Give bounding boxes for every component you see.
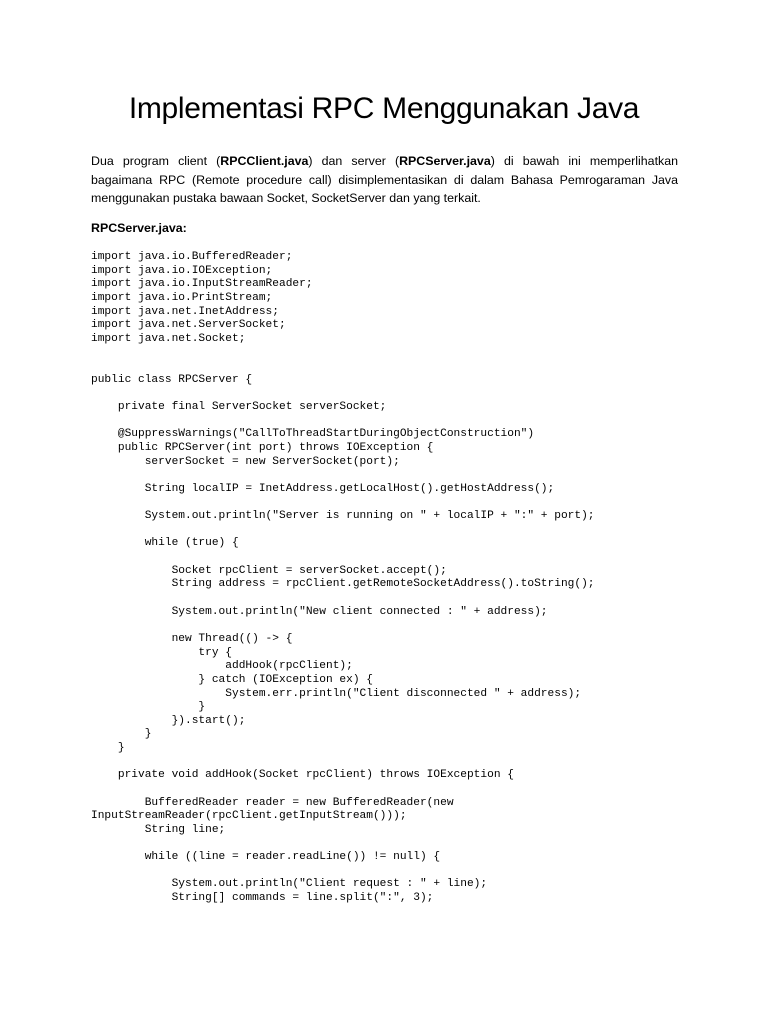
code-line [91, 592, 691, 606]
code-line [91, 865, 691, 879]
intro-text-3: ) di bawah ini memperlihatkan bagaimana RPC (Remote procedure call) disimplementasikan di dalam Bahasa Pemrogaraman Java menggunakan pustaka bawaan Socket, SocketServer dan yang terkait. [91, 154, 678, 205]
code-line: serverSocket = new ServerSocket(port); [91, 455, 400, 468]
code-line: private void addHook(Socket rpcClient) throws IOException { [91, 769, 514, 782]
intro-paragraph [91, 152, 678, 208]
code-line [91, 360, 691, 374]
code-line: BufferedReader reader = new BufferedReader(new [91, 796, 454, 809]
code-line: @SuppressWarnings("CallToThreadStartDuringObjectConstruction") [91, 428, 535, 441]
code-line [91, 497, 691, 511]
code-line: while ((line = reader.readLine()) != null) { [91, 851, 441, 864]
code-line: Socket rpcClient = serverSocket.accept(); [91, 564, 447, 577]
code-line: import java.io.IOException; [91, 264, 273, 277]
code-line: import java.io.InputStreamReader; [91, 278, 313, 291]
code-line [91, 551, 691, 565]
intro-text-2: ) dan server ( [308, 154, 400, 168]
intro-server-filename: RPCServer.java [399, 154, 491, 168]
code-line: } catch (IOException ex) { [91, 673, 373, 686]
code-line: new Thread(() -> { [91, 632, 293, 645]
code-line [91, 415, 691, 429]
code-line [91, 346, 691, 360]
file-heading: RPCServer.java: [91, 221, 187, 235]
code-line [91, 387, 691, 401]
code-line: System.out.println("Client request : " + line); [91, 878, 488, 891]
code-line: String line; [91, 823, 226, 836]
code-line: addHook(rpcClient); [91, 660, 353, 673]
code-line: public class RPCServer { [91, 373, 253, 386]
code-line: private final ServerSocket serverSocket; [91, 401, 387, 414]
code-line: } [91, 728, 152, 741]
code-line: import java.net.ServerSocket; [91, 319, 286, 332]
code-line: String[] commands = line.split(":", 3); [91, 892, 434, 905]
code-line [91, 783, 691, 797]
intro-client-filename: RPCClient.java [220, 154, 309, 168]
code-line: try { [91, 646, 232, 659]
code-line [91, 756, 691, 770]
code-line: System.err.println("Client disconnected " + address); [91, 687, 582, 700]
code-line: } [91, 701, 206, 714]
code-line: InputStreamReader(rpcClient.getInputStream())); [91, 810, 407, 823]
code-line: public RPCServer(int port) throws IOException { [91, 441, 434, 454]
code-block [91, 251, 691, 906]
intro-text-1: Dua program client ( [91, 154, 221, 168]
code-line: }).start(); [91, 714, 246, 727]
code-line: System.out.println("New client connected : " + address); [91, 605, 548, 618]
page-title: Implementasi RPC Menggunakan Java [128, 92, 640, 125]
code-line: } [91, 742, 125, 755]
code-line: import java.net.Socket; [91, 332, 246, 345]
code-line: while (true) { [91, 537, 239, 550]
code-line [91, 619, 691, 633]
code-line: import java.net.InetAddress; [91, 305, 279, 318]
code-line [91, 838, 691, 852]
code-line: String localIP = InetAddress.getLocalHost().getHostAddress(); [91, 482, 555, 495]
code-line: String address = rpcClient.getRemoteSocketAddress().toString(); [91, 578, 595, 591]
code-line: System.out.println("Server is running on " + localIP + ":" + port); [91, 510, 595, 523]
code-line: import java.io.PrintStream; [91, 291, 273, 304]
code-line [91, 469, 691, 483]
code-line: import java.io.BufferedReader; [91, 251, 293, 263]
code-line [91, 524, 691, 538]
